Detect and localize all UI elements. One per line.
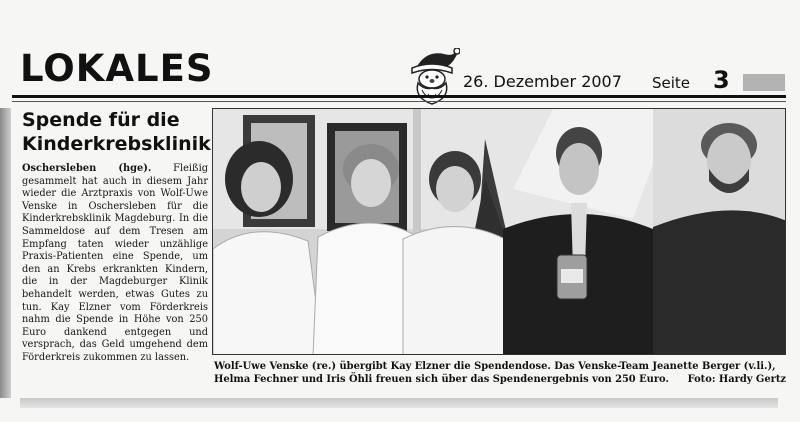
page-number: 3 bbox=[713, 66, 730, 94]
issue-date: 26. Dezember 2007 bbox=[463, 72, 622, 91]
header-rule-thin bbox=[12, 101, 786, 102]
article-body bbox=[22, 163, 208, 365]
article-text: Fleißig gesammelt hat auch in diesem Jahr wieder die Arztpraxis von Wolf-Uwe Venske in Oschersleben für die Kinderkrebsklinik Magdeburg. In die Sammeldose auf dem Tresen am Empfang taten wieder unzählige Praxis-Patienten eine Spende, um den an Krebs erkrankten Kindern, die in der Magdeburger Klinik behandelt werden, etwas Gutes zu tun. Kay Elzner vom Förderkreis nahm die Spende in Höhe von 250 Euro dankend entgegen und versprach, das Geld umgehend dem Förderkreis zukommen zu lassen. bbox=[22, 163, 208, 363]
photo-credit: Foto: Hardy Gertz bbox=[687, 374, 786, 385]
section-title: LOKALES bbox=[20, 47, 214, 90]
page-marker-bar bbox=[743, 74, 785, 91]
article-photo bbox=[212, 108, 786, 355]
article-dateline: Oschersleben (hge). bbox=[22, 163, 152, 174]
caption-text: Wolf-Uwe Venske (re.) übergibt Kay Elzner die Spendendose. Das Venske-Team Jeanette Berger (v.li.), Helma Fechner und Iris Öhli freuen sich über das Spendenergebnis von 250 Euro. bbox=[214, 361, 776, 385]
header-rule bbox=[12, 95, 786, 98]
bottom-scan-band bbox=[20, 398, 778, 408]
article-headline: Spende für die Kinderkrebsklinik bbox=[22, 109, 211, 155]
photo-caption bbox=[214, 360, 786, 386]
page-edge-shadow bbox=[0, 108, 11, 398]
page-label: Seite bbox=[652, 74, 691, 92]
